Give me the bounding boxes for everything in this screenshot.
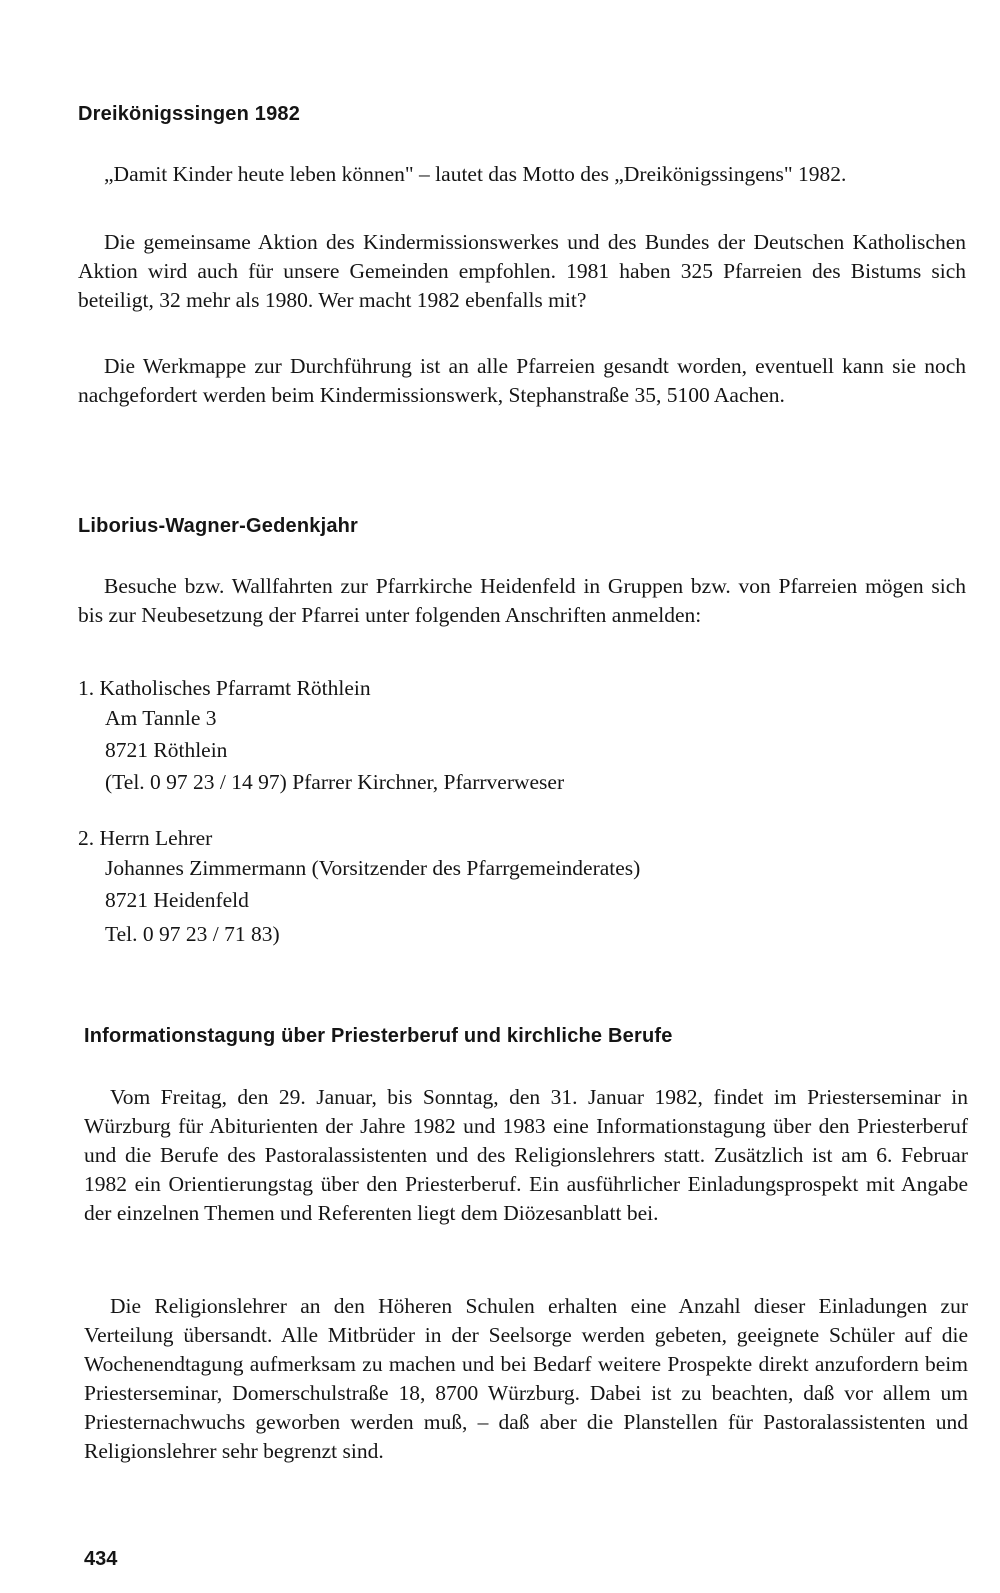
- address-line: (Tel. 0 97 23 / 14 97) Pfarrer Kirchner, Pfarrverweser: [105, 770, 565, 794]
- address-line: Johannes Zimmermann (Vorsitzender des Pfarrgemeinderates): [105, 856, 641, 880]
- address-line: 8721 Heidenfeld: [105, 888, 249, 912]
- paragraph-tagung: Vom Freitag, den 29. Januar, bis Sonntag, den 31. Januar 1982, findet im Priesterseminar in Würzburg für Abiturienten der Jahre 1982 und 1983 eine Informationstagung über den Priesterberuf und die Berufe des Pastoralassistenten und des Religionslehrers statt. Zusätzlich ist am 6. Februar 1982 ein Orientierungstag über den Priesterberuf. Ein ausführlicher Einladungsprospekt mit Angabe der einzelnen Themen und Referenten liegt dem Diözesanblatt bei.: [84, 1085, 968, 1225]
- section-heading-liborius-wagner: Liborius-Wagner-Gedenkjahr: [78, 515, 359, 537]
- section-heading-dreikoenigssingen: Dreikönigssingen 1982: [78, 103, 301, 125]
- section-heading-informationstagung: Informationstagung über Priesterberuf und kirchliche Berufe: [84, 1025, 673, 1047]
- address-line: Tel. 0 97 23 / 71 83): [105, 922, 280, 946]
- page-number: 434: [84, 1548, 118, 1570]
- paragraph-religionslehrer: Die Religionslehrer an den Höheren Schulen erhalten eine Anzahl dieser Einladungen zur Verteilung übersandt. Alle Mitbrüder in der Seelsorge werden gebeten, geeignete Schüler auf die Wochenendtagung aufmerksam zu machen und bei Bedarf weitere Prospekte direkt anzufordern beim Priesterseminar, Domerschulstraße 18, 8700 Würzburg. Dabei ist zu beachten, daß vor allem um Priesternachwuchs geworben werden muß, – daß aber die Planstellen für Pastoralassistenten und Religionslehrer sehr begrenzt sind.: [84, 1294, 968, 1463]
- paragraph-aktion: Die gemeinsame Aktion des Kindermissionswerkes und des Bundes der Deutschen Katholischen Aktion wird auch für unsere Gemeinden empfohlen. 1981 haben 325 Pfarreien des Bistums sich beteiligt, 32 mehr als 1980. Wer macht 1982 ebenfalls mit?: [78, 230, 966, 312]
- address-line: 1. Katholisches Pfarramt Röthlein: [78, 676, 371, 700]
- address-line: Am Tannle 3: [105, 706, 217, 730]
- paragraph-besuche: Besuche bzw. Wallfahrten zur Pfarrkirche Heidenfeld in Gruppen bzw. von Pfarreien mögen sich bis zur Neubesetzung der Pfarrei unter folgenden Anschriften anmelden:: [78, 574, 966, 627]
- paragraph-werkmappe: Die Werkmappe zur Durchführung ist an alle Pfarreien gesandt worden, eventuell kann sie noch nachgefordert werden beim Kindermissionswerk, Stephanstraße 35, 5100 Aachen.: [78, 354, 966, 407]
- address-line: 2. Herrn Lehrer: [78, 826, 213, 850]
- address-line: 8721 Röthlein: [105, 738, 228, 762]
- paragraph-motto: „Damit Kinder heute leben können" – lautet das Motto des „Dreikönigssingens" 1982.: [104, 162, 847, 186]
